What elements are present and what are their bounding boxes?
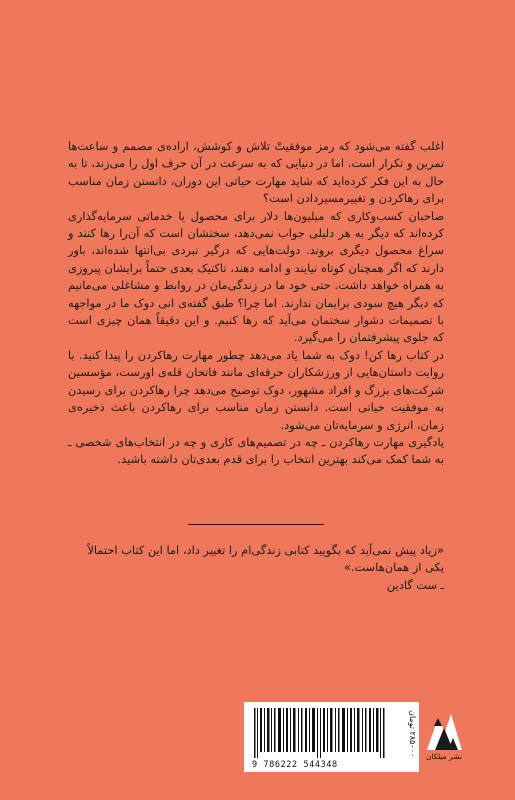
isbn-digits: 9 786222 544348 bbox=[252, 760, 338, 770]
mountain-peaks-logo-icon bbox=[424, 708, 464, 752]
barcode-icon bbox=[252, 708, 387, 758]
blurb-paragraph-3: در کتاب رها کن! دوک به شما یاد می‌دهد چطور مهارت رهاکردن را پیدا کنید. با روایت داستان‌هایی از ورزشکاران حرفه‌ای مانند فاتحان قله‌ی اورست، مؤسسین شرکت‌های بزرگ و افراد مشهور، دوک توضیح می‌دهد چرا رهاکردن برای رسیدن به موفقیت حیاتی است. دانستن زمان مناسب برای رهاکردن باعث ذخیره‌ی زمان، انرژی و سرمایه‌تان می‌شود. bbox=[68, 347, 444, 432]
quote-author: ـ ست گادین bbox=[386, 577, 444, 592]
publisher-logo bbox=[424, 708, 464, 764]
quote-text: «زیاد پیش نمی‌آید که بگویید کتابی زندگی‌ام را تغییر داد، اما این کتاب احتمالاً یکی از همان‌هاست.» bbox=[87, 543, 444, 575]
endorsement-quote bbox=[68, 542, 444, 594]
blurb-paragraph-1: اغلب گفته می‌شود که رمز موفقیتْ تلاش و کوشش، اراده‌ی مصمم و ساعت‌ها تمرین و تکرار است. اما در دنیایی که به سرعت در آن حرف اول را می‌زند، تا به حال به این فکر کرده‌اید که شاید مهارت حیاتی این دوران، دانستن زمان مناسب برای رهاکردن و تغییرمسیردادن است؟ bbox=[68, 139, 444, 206]
divider bbox=[188, 524, 324, 525]
blurb-paragraph-4: یادگیری مهارت رهاکردن ـ چه در تصمیم‌های کاری و چه در انتخاب‌های شخصی ـ به شما کمک می‌کند بهترین انتخاب را برای قدم بعدی‌تان داشته باشید. bbox=[68, 434, 444, 467]
publisher-name: نشر میلکان bbox=[426, 752, 462, 761]
blurb-paragraph-2: صاحبان کسب‌وکاری که میلیون‌ها دلار برای محصول یا خدماتی سرمایه‌گذاری کرده‌اند که دیگر به هر دلیلی جواب نمی‌دهد، سختشان است که آن‌را رها کنند و سراغ محصول دیگری بروند. دولت‌هایی که درگیر نبردی بی‌انتها شده‌اند، باور دارند که اگر همچنان کوتاه نیایند و ادامه دهند، تاکتیک بعدی حتماً برایشان پیروزی به همراه خواهد داشت. حتی خود ما در زندگی‌مان در روابط و مشاغلی می‌مانیم که دیگر هیچ سودی برایمان ندارند. اما چرا؟ طبق گفته‌ی انی دوک ما در مواجهه با تصمیمات دشوار سختمان می‌آید که رها کنیم. و این دقیقاً همان چیزی است که جلوی پیشرفتمان را می‌گیرد. bbox=[68, 208, 444, 345]
price-label: ۲۸۵۰۰۰ تومان bbox=[408, 710, 417, 758]
barcode-area bbox=[244, 702, 419, 772]
blurb bbox=[68, 138, 444, 469]
